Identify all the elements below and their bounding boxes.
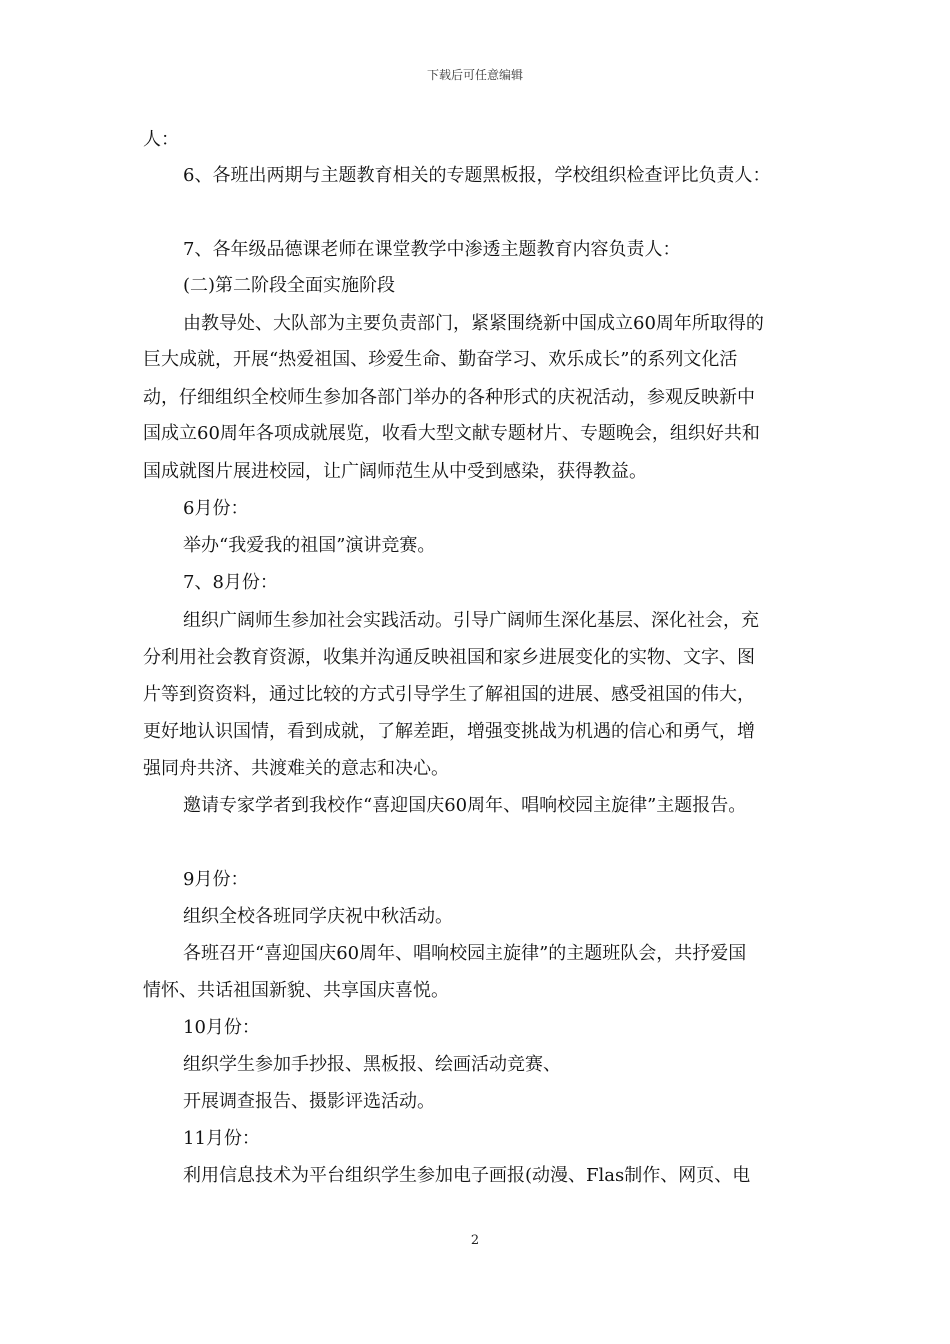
page-number: 2 [470,1233,480,1248]
body-line: 更好地认识国情，看到成就，了解差距，增强变挑战为机遇的信心和勇气，增 [143,721,755,742]
body-line: 分利用社会教育资源，收集并沟通反映祖国和家乡进展变化的实物、文字、图 [143,647,755,668]
body-line: 由教导处、大队部为主要负责部门，紧紧围绕新中国成立60周年所取得的 [183,313,764,334]
body-line: 举办“我爱我的祖国”演讲竞赛。 [183,535,436,556]
body-line: 各班召开“喜迎国庆60周年、唱响校园主旋律”的主题班队会，共抒爱国 [183,943,747,964]
body-line: 组织广阔师生参加社会实践活动。引导广阔师生深化基层、深化社会，充 [183,610,759,631]
section-heading: (二)第二阶段全面实施阶段 [183,275,396,296]
body-line: 动，仔细组织全校师生参加各部门举办的各种形式的庆祝活动，参观反映新中 [143,387,755,408]
month-heading: 6月份： [183,498,249,519]
month-heading: 10月份： [183,1017,260,1038]
body-line: 7、各年级品德课老师在课堂教学中渗透主题教育内容负责人： [183,239,681,260]
body-line: 片等到资资料，通过比较的方式引导学生了解祖国的进展、感受祖国的伟大， [143,684,755,705]
body-line: 情怀、共话祖国新貌、共享国庆喜悦。 [143,980,449,1001]
body-line: 国成立60周年各项成就展览，收看大型文献专题材片、专题晚会，组织好共和 [143,423,760,444]
month-heading: 7、8月份： [183,572,278,593]
page-header: 下载后可任意编辑 [426,68,523,82]
body-line: 6、各班出两期与主题教育相关的专题黑板报，学校组织检查评比负责人： [183,165,771,186]
body-line: 组织全校各班同学庆祝中秋活动。 [183,906,453,927]
body-line: 开展调查报告、摄影评选活动。 [183,1091,435,1112]
body-line: 巨大成就，开展“热爱祖国、珍爱生命、勤奋学习、欢乐成长”的系列文化活 [143,349,738,370]
body-line: 邀请专家学者到我校作“喜迎国庆60周年、唱响校园主旋律”主题报告。 [183,795,747,816]
body-line: 组织学生参加手抄报、黑板报、绘画活动竞赛、 [183,1054,561,1075]
body-line: 强同舟共济、共渡难关的意志和决心。 [143,758,449,779]
body-line: 人： [143,129,179,150]
month-heading: 9月份： [183,869,249,890]
body-line: 利用信息技术为平台组织学生参加电子画报(动漫、Flas制作、网页、电 [183,1165,751,1186]
body-line: 国成就图片展进校园，让广阔师范生从中受到感染，获得教益。 [143,461,647,482]
month-heading: 11月份： [183,1128,260,1149]
